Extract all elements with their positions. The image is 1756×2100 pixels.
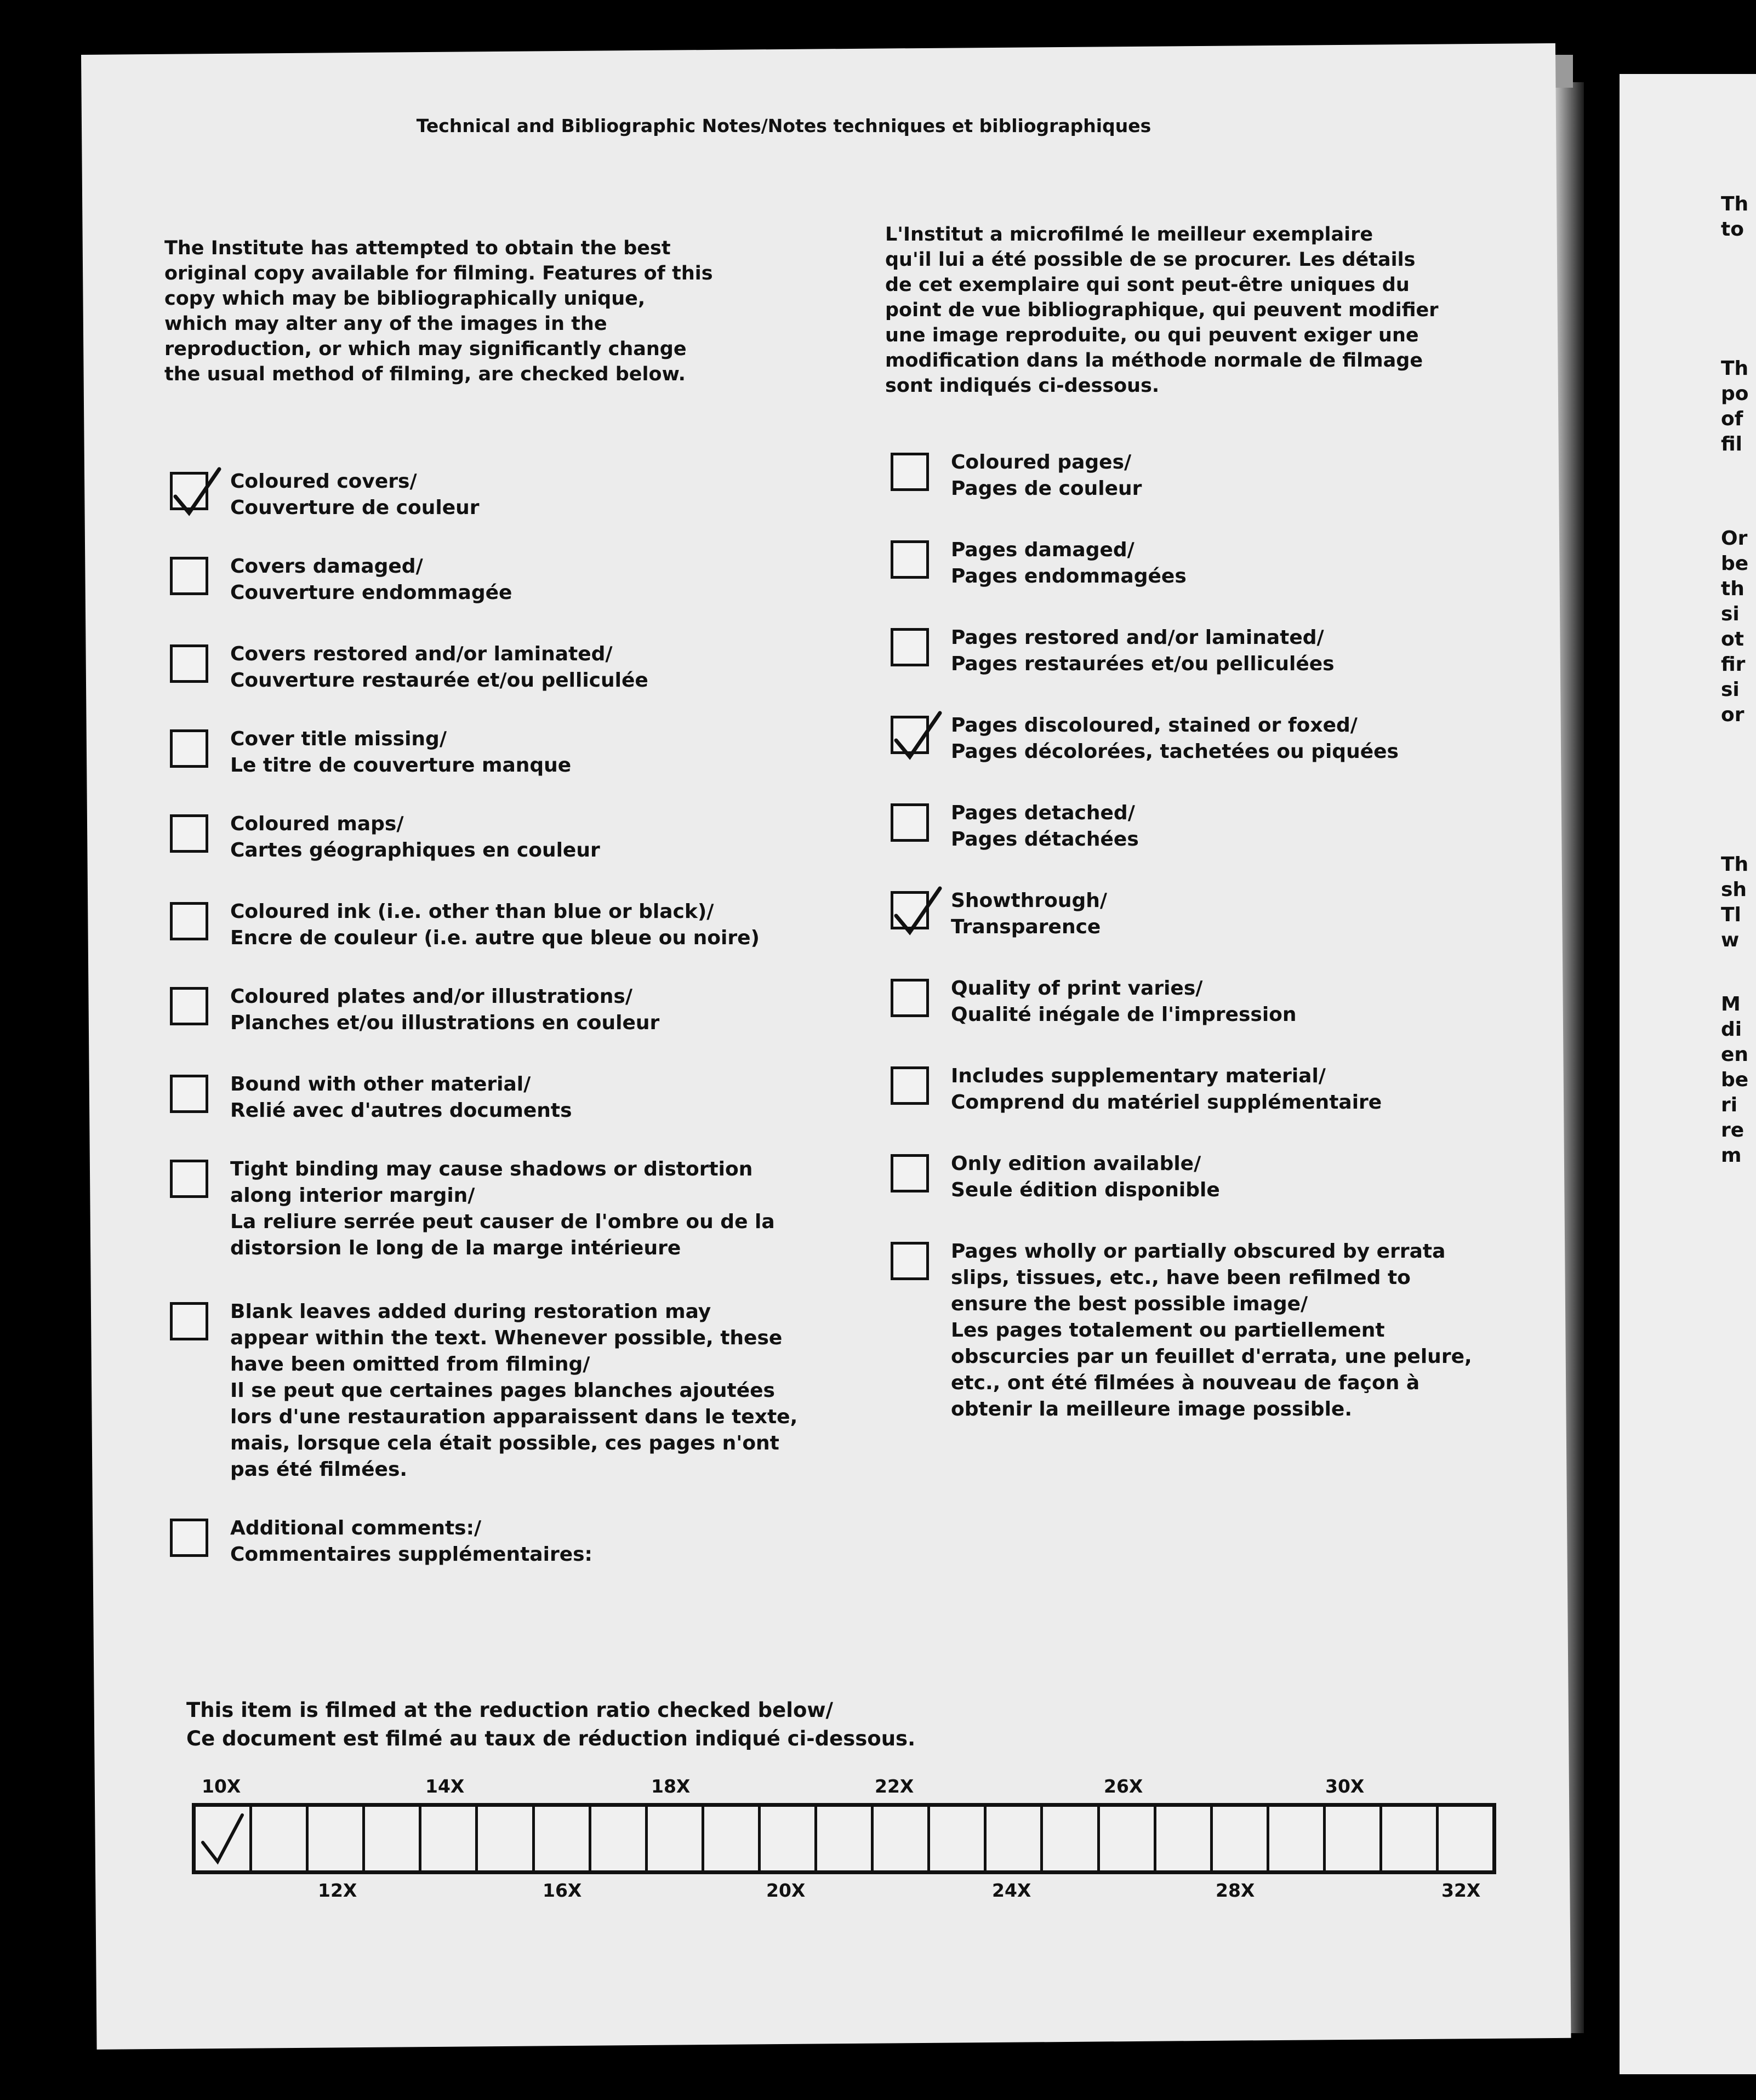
ratio-cell[interactable] [1269, 1807, 1326, 1870]
ratio-cell[interactable] [704, 1807, 761, 1870]
ratio-label: 26X [1104, 1776, 1143, 1797]
checklist-label: Pages wholly or partially obscured by errata slips, tissues, etc., have been refilmed to ensure the best possible image/ Les pages totalement ou partiellement obscurcies par un feuillet d'errata, une pelure, etc., ont été filmées à nouveau de façon à obtenir la meilleure image possible. [951, 1240, 1472, 1420]
checklist-label: Covers restored and/or laminated/ Couverture restaurée et/ou pelliculée [230, 643, 648, 692]
checklist-label: Additional comments:/ Commentaires supplémentaires: [230, 1517, 592, 1566]
ratio-cell[interactable] [1100, 1807, 1156, 1870]
checkbox[interactable] [170, 814, 208, 853]
ratio-cell[interactable] [421, 1807, 478, 1870]
adjacent-page-text-2: Th po of fil [1721, 357, 1749, 455]
checkbox[interactable] [891, 716, 929, 754]
checkbox[interactable] [170, 987, 208, 1025]
checkbox[interactable] [170, 1160, 208, 1198]
ratio-cell[interactable] [1043, 1807, 1099, 1870]
ratio-cell[interactable] [817, 1807, 874, 1870]
ratio-label: 14X [425, 1776, 465, 1797]
ratio-cell[interactable] [196, 1807, 252, 1870]
checklist-label: Coloured plates and/or illustrations/ Planches et/ou illustrations en couleur [230, 985, 660, 1034]
ratio-cell[interactable] [309, 1807, 365, 1870]
intro-english: The Institute has attempted to obtain the best original copy available for filming. Features of this copy which may be bibliographically unique, which may alter any of the images in the reproduction, or which may significantly change the usual method of filming, are checked below. [164, 237, 713, 385]
ratio-cell[interactable] [1439, 1807, 1492, 1870]
checklist-label: Only edition available/ Seule édition disponible [951, 1152, 1220, 1201]
checklist-label: Includes supplementary material/ Comprend du matériel supplémentaire [951, 1065, 1382, 1114]
ratio-label: 12X [318, 1880, 357, 1901]
ratio-cell[interactable] [874, 1807, 930, 1870]
checklist-label: Pages damaged/ Pages endommagées [951, 539, 1187, 587]
checkbox[interactable] [891, 1066, 929, 1105]
checkbox[interactable] [891, 1154, 929, 1192]
checkbox[interactable] [170, 557, 208, 595]
ratio-cell[interactable] [535, 1807, 591, 1870]
checklist-label: Cover title missing/ Le titre de couverture manque [230, 728, 572, 777]
checkbox[interactable] [891, 979, 929, 1017]
page-title: Technical and Bibliographic Notes/Notes techniques et bibliographiques [416, 115, 1151, 136]
checklist-label: Showthrough/ Transparence [951, 889, 1108, 938]
checklist-label: Coloured pages/ Pages de couleur [951, 451, 1142, 500]
checkbox[interactable] [891, 1242, 929, 1280]
ratio-cell[interactable] [478, 1807, 534, 1870]
checkbox[interactable] [170, 729, 208, 768]
checklist-label: Coloured covers/ Couverture de couleur [230, 470, 480, 519]
checklist-label: Quality of print varies/ Qualité inégale de l'impression [951, 977, 1297, 1026]
checkbox[interactable] [170, 644, 208, 683]
checkbox[interactable] [891, 453, 929, 491]
checkbox[interactable] [170, 1519, 208, 1557]
checklist-label: Coloured ink (i.e. other than blue or black)/ Encre de couleur (i.e. autre que bleue ou noire) [230, 900, 760, 949]
ratio-cell[interactable] [365, 1807, 421, 1870]
ratio-cell[interactable] [930, 1807, 987, 1870]
ratio-cell[interactable] [1382, 1807, 1439, 1870]
ratio-label: 20X [766, 1880, 806, 1901]
checklist-label: Bound with other material/ Relié avec d'autres documents [230, 1073, 572, 1122]
ratio-cell[interactable] [1213, 1807, 1269, 1870]
adjacent-page-text-4: Th sh Tl w [1721, 853, 1749, 951]
checkbox[interactable] [170, 472, 208, 510]
checkbox[interactable] [891, 628, 929, 666]
checklist-label: Pages restored and/or laminated/ Pages restaurées et/ou pelliculées [951, 626, 1335, 675]
checkmark-icon [198, 1810, 245, 1867]
ratio-label: 18X [651, 1776, 691, 1797]
reduction-ratio-strip [192, 1803, 1496, 1874]
ratio-label: 28X [1216, 1880, 1255, 1901]
ratio-label: 22X [875, 1776, 914, 1797]
checkbox[interactable] [891, 803, 929, 842]
adjacent-page-text-3: Or be th si ot fir si or [1721, 527, 1749, 726]
checklist-label: Pages detached/ Pages détachées [951, 802, 1139, 851]
adjacent-page-text-1: Th to [1721, 193, 1749, 241]
checklist-label: Blank leaves added during restoration may appear within the text. Whenever possible, these have been omitted from filming/ Il se peut que certaines pages blanches ajoutées lors d'une restauration apparaissent dans le texte, mais, lorsque cela était possible, ces pages n'ont pas été filmées. [230, 1300, 798, 1481]
ratio-label: 24X [992, 1880, 1031, 1901]
checkbox[interactable] [170, 902, 208, 940]
adjacent-page-text-5: M di en be ri re m [1721, 993, 1749, 1167]
checkbox[interactable] [891, 540, 929, 579]
checklist-label: Tight binding may cause shadows or distortion along interior margin/ La reliure serrée peut causer de l'ombre ou de la distorsion le long de la marge intérieure [230, 1158, 775, 1259]
ratio-cell[interactable] [591, 1807, 648, 1870]
checkbox[interactable] [170, 1302, 208, 1340]
ratio-cell[interactable] [987, 1807, 1043, 1870]
checklist-label: Covers damaged/ Couverture endommagée [230, 555, 512, 604]
checkbox[interactable] [170, 1075, 208, 1113]
ratio-label: 30X [1325, 1776, 1365, 1797]
ratio-cell[interactable] [1156, 1807, 1213, 1870]
ratio-cell[interactable] [648, 1807, 704, 1870]
checklist-label: Pages discoloured, stained or foxed/ Pages décolorées, tachetées ou piquées [951, 714, 1399, 763]
ratio-cell[interactable] [252, 1807, 309, 1870]
reduction-ratio-title: This item is filmed at the reduction ratio checked below/ Ce document est filmé au taux de réduction indiqué ci-dessous. [186, 1698, 916, 1750]
ratio-label: 32X [1441, 1880, 1481, 1901]
ratio-cell[interactable] [1326, 1807, 1382, 1870]
ratio-label: 16X [543, 1880, 582, 1901]
ratio-label: 10X [202, 1776, 241, 1797]
intro-french: L'Institut a microfilmé le meilleur exemplaire qu'il lui a été possible de se procurer. Les détails de cet exemplaire qui sont peut-être uniques du point de vue bibliographique, qui peuvent modifier une image reproduite, ou qui peuvent exiger une modification dans la méthode normale de filmage sont indiqués ci-dessous. [885, 224, 1439, 397]
checkbox[interactable] [891, 891, 929, 929]
ratio-cell[interactable] [761, 1807, 817, 1870]
checklist-label: Coloured maps/ Cartes géographiques en couleur [230, 813, 600, 861]
